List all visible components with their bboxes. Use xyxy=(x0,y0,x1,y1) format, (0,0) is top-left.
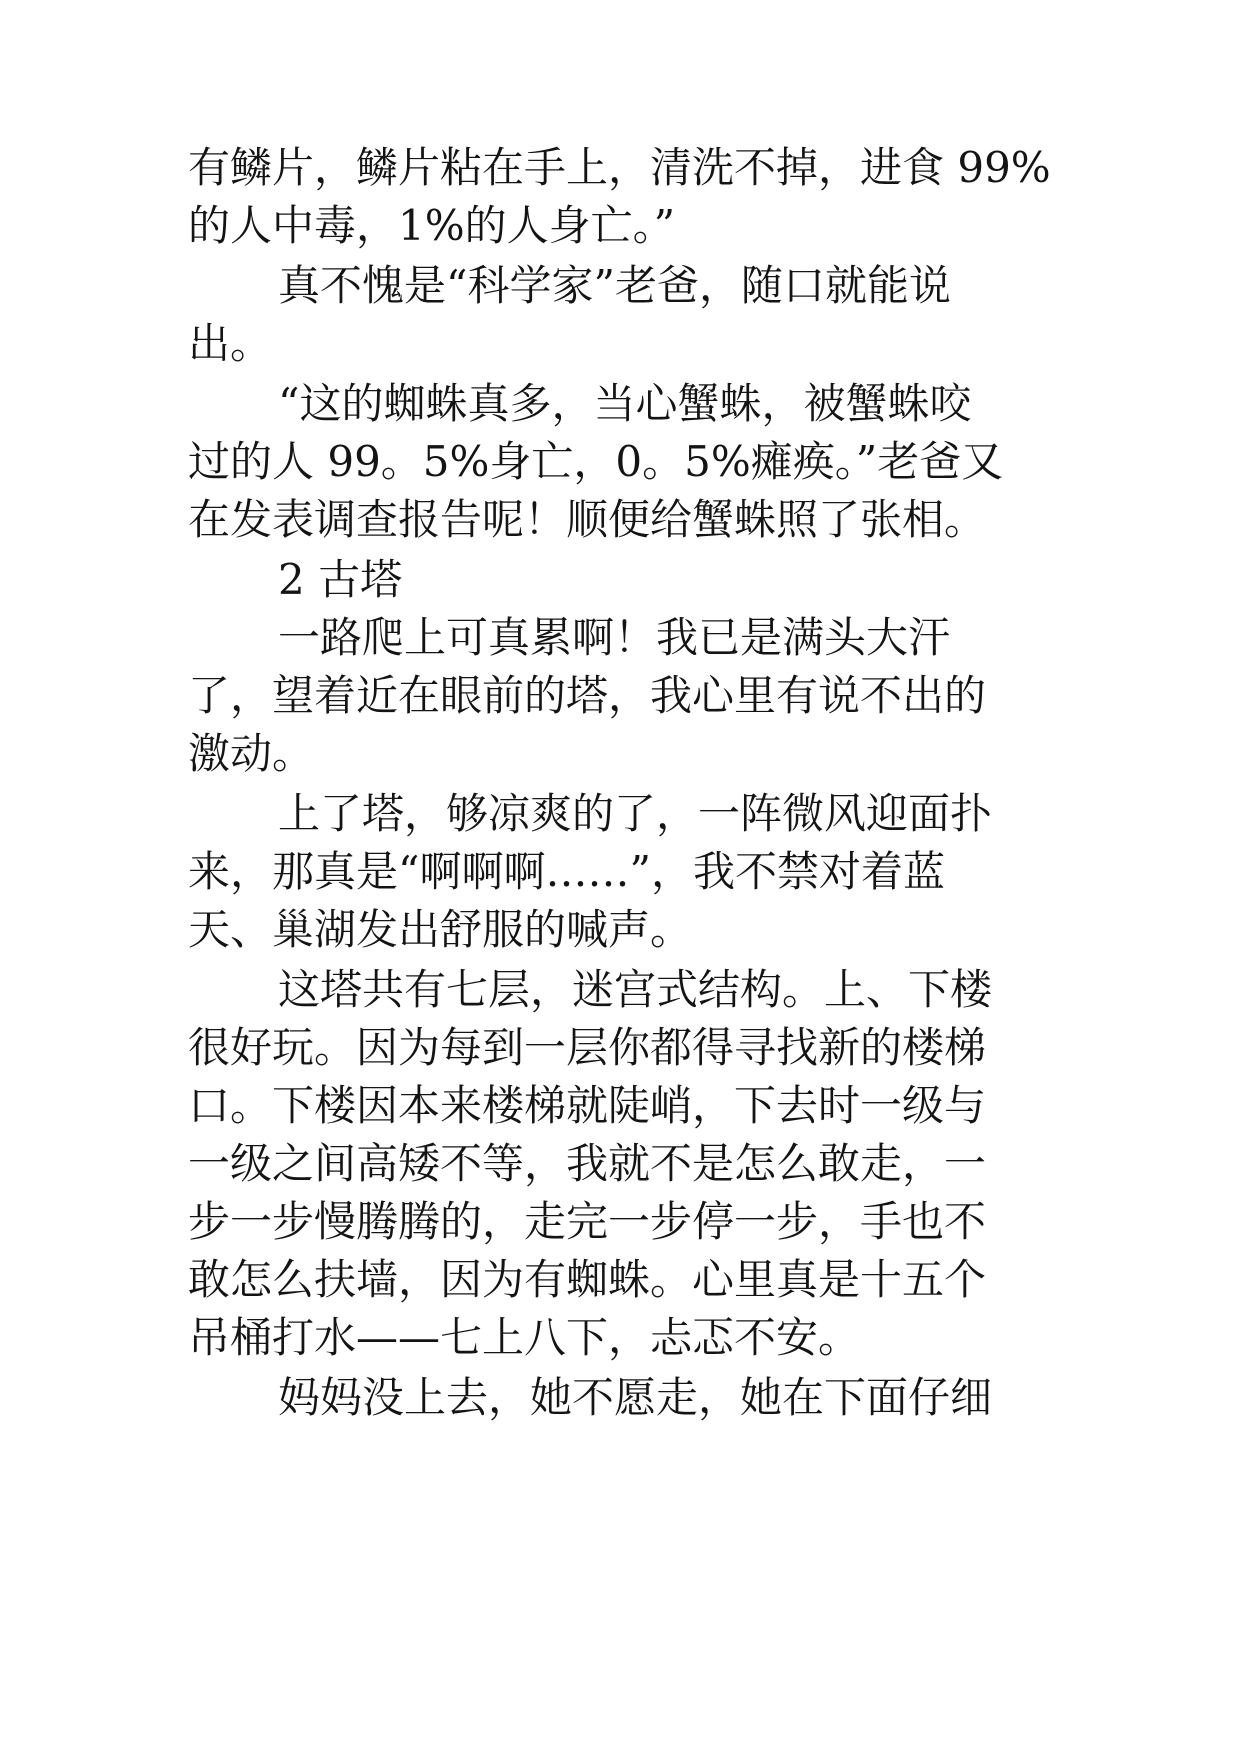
text-line-14: 天、巢湖发出舒服的喊声。 xyxy=(188,905,693,954)
text-line-16: 很好玩。因为每到一层你都得寻找新的楼梯 xyxy=(188,1023,987,1072)
text-line-20: 敢怎么扶墙，因为有蜘蛛。心里真是十五个 xyxy=(188,1255,987,1304)
text-line-13: 来，那真是“啊啊啊……”，我不禁对着蓝 xyxy=(188,847,945,896)
text-line-2: 的人中毒，1%的人身亡。” xyxy=(188,201,676,250)
text-line-17: 口。下楼因本来楼梯就陡峭，下去时一级与 xyxy=(188,1081,987,1130)
text-line-19: 步一步慢腾腾的，走完一步停一步，手也不 xyxy=(188,1197,987,1246)
text-line-3: 真不愧是“科学家”老爸，随口就能说 xyxy=(278,261,951,310)
text-line-21: 吊桶打水——七上八下，忐忑不安。 xyxy=(188,1313,861,1362)
text-line-1: 有鳞片，鳞片粘在手上，清洗不掉，进食 99% xyxy=(188,143,1051,192)
text-line-4: 出。 xyxy=(188,319,273,368)
text-line-10: 了，望着近在眼前的塔，我心里有说不出的 xyxy=(188,671,987,720)
text-line-12: 上了塔，够凉爽的了，一阵微风迎面扑 xyxy=(278,789,993,838)
text-line-22: 妈妈没上去，她不愿走，她在下面仔细 xyxy=(278,1373,993,1422)
text-line-7: 在发表调查报告呢！顺便给蟹蛛照了张相。 xyxy=(188,495,987,544)
text-line-11: 激动。 xyxy=(188,729,315,778)
text-line-6: 过的人 99。5%身亡，0。5%瘫痪。”老爸又 xyxy=(188,437,1004,486)
section-heading: 2 古塔 xyxy=(278,555,403,604)
text-line-18: 一级之间高矮不等，我就不是怎么敢走，一 xyxy=(188,1139,987,1188)
text-line-9: 一路爬上可真累啊！我已是满头大汗 xyxy=(278,613,951,662)
text-line-5: “这的蜘蛛真多，当心蟹蛛，被蟹蛛咬 xyxy=(278,379,972,428)
text-line-15: 这塔共有七层，迷宫式结构。上、下楼 xyxy=(278,965,993,1014)
